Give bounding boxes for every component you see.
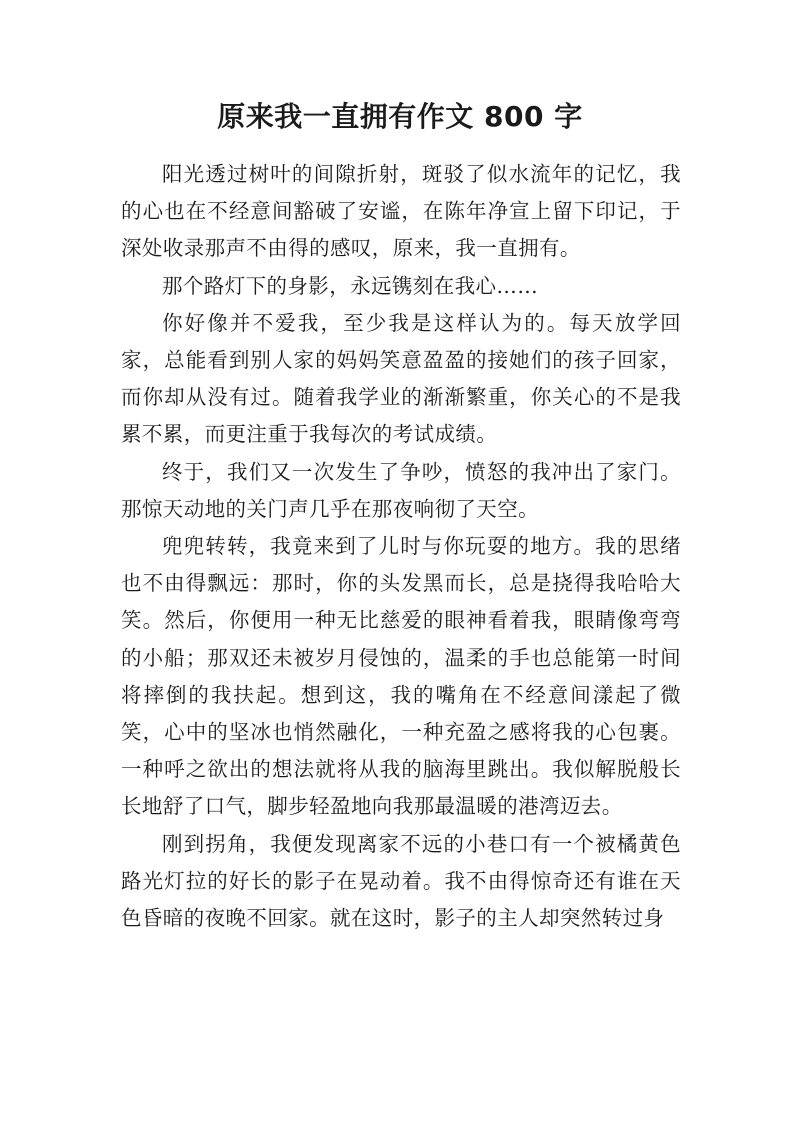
paragraph-3: 你好像并不爱我，至少我是这样认为的。每天放学回家，总能看到别人家的妈妈笑意盈盈的接她们的孩子回家，而你却从没有过。随着我学业的渐渐繁重，你关心的不是我累不累，而更注重于我每次的考试成绩。 [121, 310, 681, 447]
paragraph-5: 兜兜转转，我竟来到了儿时与你玩耍的地方。我的思绪也不由得飘远：那时，你的头发黑而长，总是挠得我哈哈大笑。然后，你便用一种无比慈爱的眼神看着我，眼睛像弯弯的小船；那双还未被岁月侵蚀的，温柔的手也总能第一时间将摔倒的我扶起。想到这，我的嘴角在不经意间漾起了微笑，心中的坚冰也悄然融化，一种充盈之感将我的心包裹。一种呼之欲出的想法就将从我的脑海里跳出。我似解脱般长长地舒了口气，脚步轻盈地向我那最温暖的港湾迈去。 [121, 534, 681, 819]
paragraph-4: 终于，我们又一次发生了争吵，愤怒的我冲出了家门。那惊天动地的关门声几乎在那夜响彻了天空。 [121, 459, 681, 521]
paragraph-2: 那个路灯下的身影，永远镌刻在我心…… [162, 273, 539, 298]
paragraph-6: 刚到拐角，我便发现离家不远的小巷口有一个被橘黄色路光灯拉的好长的影子在晃动着。我不由得惊奇还有谁在天色昏暗的夜晚不回家。就在这时，影子的主人却突然转过身 [121, 831, 681, 931]
document-title: 原来我一直拥有作文 800 字 [217, 100, 583, 133]
document-body [121, 156, 681, 937]
paragraph-1: 阳光透过树叶的间隙折射，斑驳了似水流年的记忆，我的心也在不经意间豁破了安谧，在陈年净宣上留下印记，于深处收录那声不由得的感叹，原来，我一直拥有。 [121, 162, 681, 261]
